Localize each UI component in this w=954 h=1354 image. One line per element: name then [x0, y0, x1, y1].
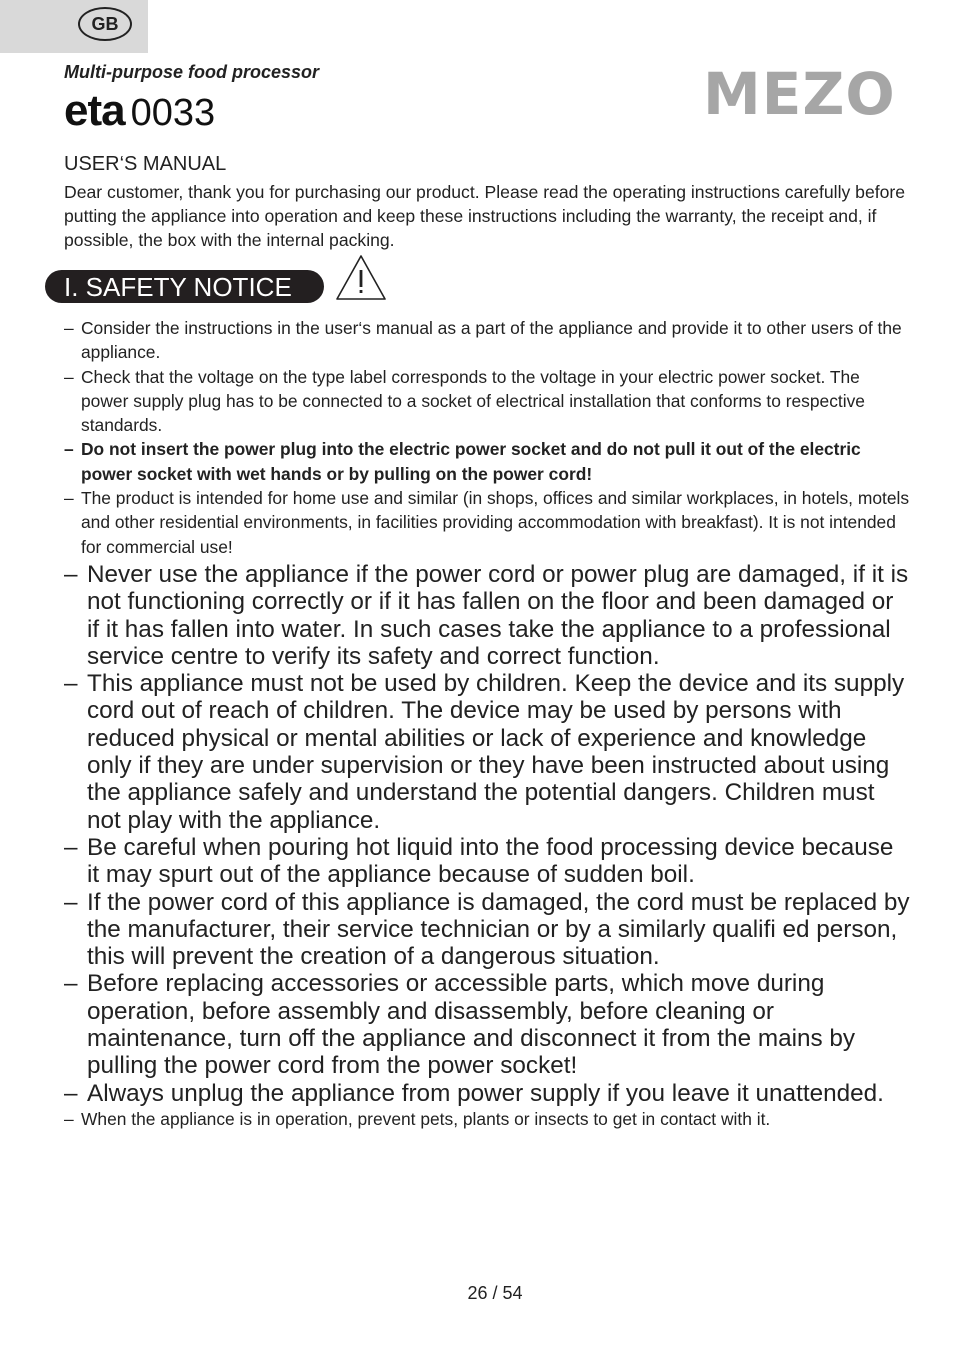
- list-item: – Consider the instructions in the user‘s manual as a part of the appliance and provide it to other users of the appliance.: [64, 316, 910, 365]
- manual-title: USER‘S MANUAL: [64, 153, 227, 175]
- section-header: I. SAFETY NOTICE: [45, 270, 324, 303]
- model-number: 0033: [130, 92, 216, 134]
- list-item: – Before replacing accessories or accessible parts, which move during operation, before assembly and disassembly, before cleaning or maintenance, turn off the appliance and disconnect it from the mains by pulling the power cord from the power socket!: [64, 970, 910, 1079]
- model-heading: [64, 86, 215, 136]
- list-item: – When the appliance is in operation, prevent pets, plants or insects to get in contact with it.: [64, 1107, 910, 1131]
- product-logo: MEZO: [703, 60, 896, 128]
- page-number: 26 / 54: [467, 1283, 523, 1303]
- list-item: – Never use the appliance if the power cord or power plug are damaged, if it is not functioning correctly or if it has fallen on the floor and been damaged or if it has fallen into water. In such cases take the appliance to a professional service centre to verify its safety and correct function.: [64, 561, 910, 670]
- brand-name: eta: [64, 86, 125, 135]
- safety-notice-list: [64, 316, 910, 1131]
- language-tab: [0, 0, 148, 53]
- list-item: – This appliance must not be used by children. Keep the device and its supply cord out of reach of children. The device may be used by persons with reduced physical or mental abilities or lack of experience and knowledge only if they are under supervision or they have been instructed about using the appliance safely and understand the potential dangers. Children must not play with the appliance.: [64, 670, 910, 834]
- list-item: – Check that the voltage on the type label corresponds to the voltage in your electric power socket. The power supply plug has to be connected to a socket of electrical installation that conforms to respective standards.: [64, 365, 910, 438]
- list-item: – The product is intended for home use and similar (in shops, offices and similar workplaces, in hotels, motels and other residential environments, in facilities providing accommodation with breakfast). It is not intended for commercial use!: [64, 486, 910, 559]
- product-subtitle: Multi-purpose food processor: [64, 62, 320, 82]
- list-item: – Always unplug the appliance from power supply if you leave it unattended.: [64, 1080, 910, 1107]
- list-item: – Do not insert the power plug into the electric power socket and do not pull it out of the electric power socket with wet hands or by pulling on the power cord!: [64, 437, 910, 486]
- intro-paragraph: Dear customer, thank you for purchasing our product. Please read the operating instructions carefully before putting the appliance into operation and keep these instructions including the warranty, the receipt and, if possible, the box with the internal packing.: [64, 182, 906, 250]
- warning-triangle-icon: [335, 254, 387, 302]
- language-badge: GB: [78, 7, 132, 41]
- list-item: – If the power cord of this appliance is damaged, the cord must be replaced by the manufacturer, their service technician or by a similarly qualifi ed person, this will prevent the creation of a dangerous situation.: [64, 889, 910, 971]
- list-item: – Be careful when pouring hot liquid into the food processing device because it may spurt out of the appliance because of sudden boil.: [64, 834, 910, 889]
